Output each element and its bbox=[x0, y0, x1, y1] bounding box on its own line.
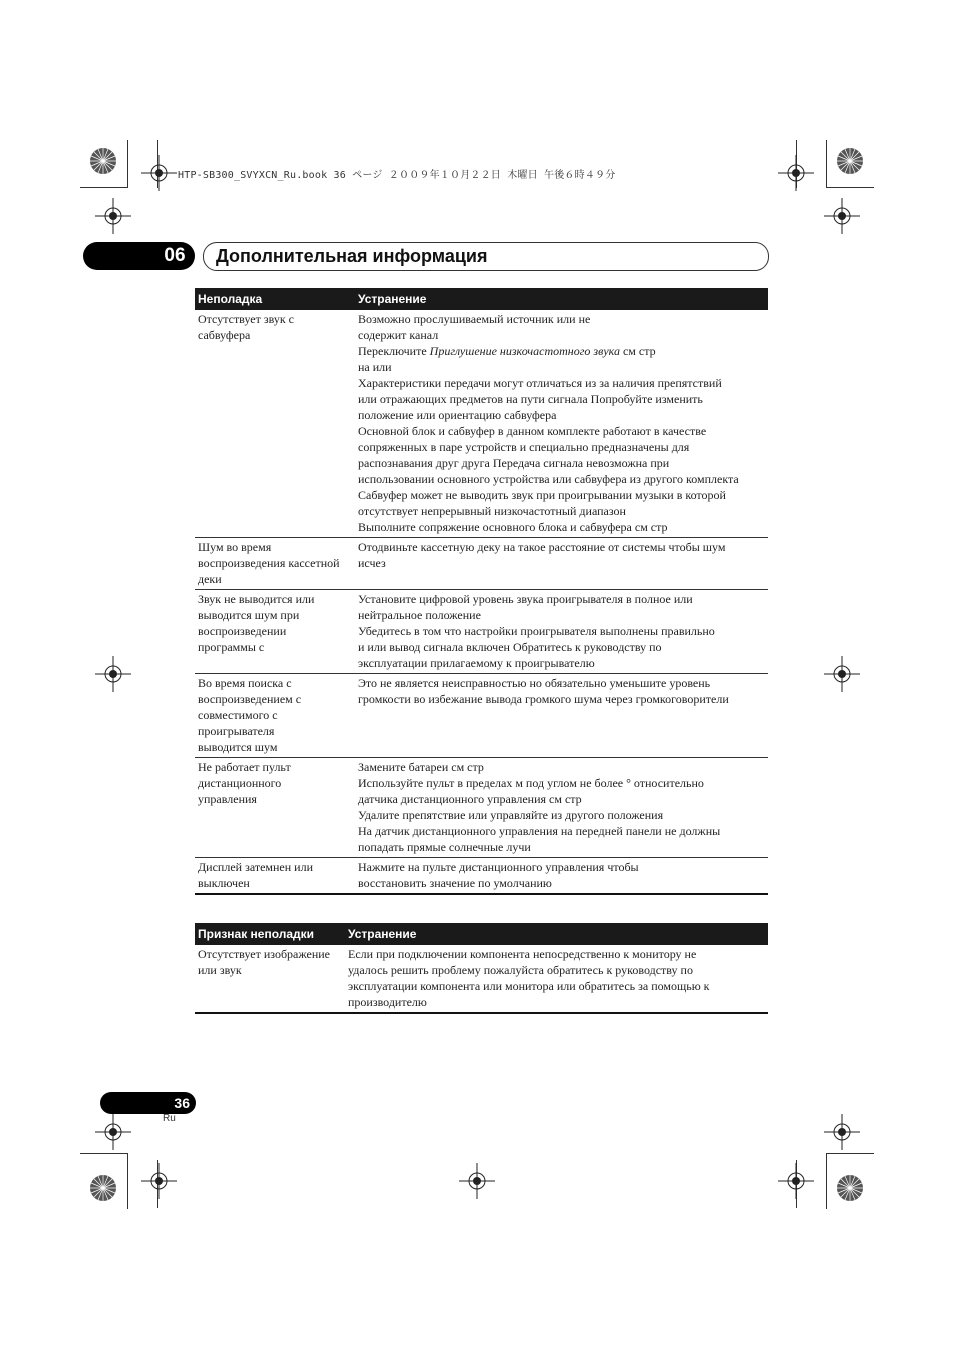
solution-line: и или вывод сигнала включен Обратитесь к руководству по bbox=[358, 640, 662, 654]
crop-mark bbox=[80, 187, 128, 188]
solution-line: Установите цифровой уровень звука проигрывателя в полное или bbox=[358, 592, 693, 606]
solution-line: эксплуатации компонента или монитора или обратитесь за помощью к bbox=[348, 979, 710, 993]
problem-line: Отсутствует изображение bbox=[198, 947, 331, 961]
chapter-number: 06 bbox=[164, 245, 186, 266]
solution-cell bbox=[355, 858, 768, 895]
problem-line: Шум во время bbox=[198, 540, 272, 554]
crop-mark bbox=[127, 1153, 128, 1209]
crosshair-icon bbox=[95, 1114, 131, 1150]
column-header-solution: Устранение bbox=[345, 923, 768, 945]
solution-cell bbox=[355, 590, 768, 674]
problem-line: Звук не выводится или bbox=[198, 592, 315, 606]
solution-line: Удалите препятствие или управляйте из другого положения bbox=[358, 808, 664, 822]
crosshair-icon bbox=[141, 1163, 177, 1199]
problem-line: совместимого с bbox=[198, 708, 278, 722]
solution-line: Выполните сопряжение основного блока и сабвуфера см стр bbox=[358, 520, 668, 534]
solution-line: эксплуатации прилагаемому к проигрывателю bbox=[358, 656, 595, 670]
crop-mark bbox=[80, 1153, 128, 1154]
solution-line: Убедитесь в том что настройки проигрывателя выполнены правильно bbox=[358, 624, 715, 638]
solution-line: исчез bbox=[358, 556, 386, 570]
column-header-problem: Неполадка bbox=[195, 288, 355, 310]
problem-cell bbox=[195, 538, 355, 590]
chapter-title: Дополнительная информация bbox=[216, 246, 488, 266]
crop-mark bbox=[826, 187, 874, 188]
problem-line: деки bbox=[198, 572, 222, 586]
registration-wheel-icon bbox=[89, 147, 117, 175]
solution-line: Основной блок и сабвуфер в данном комплекте работают в качестве bbox=[358, 424, 707, 438]
solution-line: датчика дистанционного управления см стр bbox=[358, 792, 582, 806]
solution-line: Отодвиньте кассетную деку на такое расстояние от системы чтобы шум bbox=[358, 540, 726, 554]
registration-wheel-icon bbox=[89, 1174, 117, 1202]
table-row bbox=[195, 858, 768, 895]
problem-line: Не работает пульт bbox=[198, 760, 291, 774]
table-row bbox=[195, 945, 768, 1013]
problem-line: Во время поиска с bbox=[198, 676, 292, 690]
problem-cell bbox=[195, 310, 355, 538]
problem-line: выводится шум bbox=[198, 740, 278, 754]
problem-line: Отсутствует звук с bbox=[198, 312, 295, 326]
problem-line: выводится шум при bbox=[198, 608, 300, 622]
table-row bbox=[195, 674, 768, 758]
registration-wheel-icon bbox=[836, 147, 864, 175]
crop-mark bbox=[826, 1153, 827, 1209]
solution-line: Замените батареи см стр bbox=[358, 760, 484, 774]
solution-line: громкости во избежание вывода громкого шума через громкоговорители bbox=[358, 692, 729, 706]
solution-line: производителю bbox=[348, 995, 427, 1009]
problem-line: воспроизведении bbox=[198, 624, 287, 638]
crop-mark bbox=[826, 140, 827, 188]
column-header-solution: Устранение bbox=[355, 288, 768, 310]
crop-mark bbox=[127, 140, 128, 188]
solution-line: Возможно прослушиваемый источник или не bbox=[358, 312, 591, 326]
solution-line: Используйте пульт в пределах м под углом не более ° относительно bbox=[358, 776, 704, 790]
column-header-problem: Признак неполадки bbox=[195, 923, 345, 945]
solution-line: отсутствует непрерывный низкочастотный диапазон bbox=[358, 504, 626, 518]
crosshair-icon bbox=[824, 656, 860, 692]
problem-line: сабвуфера bbox=[198, 328, 251, 342]
problem-cell bbox=[195, 945, 345, 1013]
crosshair-icon bbox=[141, 155, 177, 191]
crosshair-icon bbox=[824, 1114, 860, 1150]
crosshair-icon bbox=[459, 1163, 495, 1199]
registration-wheel-icon bbox=[836, 1174, 864, 1202]
problem-cell bbox=[195, 674, 355, 758]
solution-line: Характеристики передачи могут отличаться из за наличия препятствий bbox=[358, 376, 722, 390]
crop-mark bbox=[826, 1153, 874, 1154]
solution-cell bbox=[355, 538, 768, 590]
table-row bbox=[195, 538, 768, 590]
problem-line: программы с bbox=[198, 640, 265, 654]
problem-cell bbox=[195, 858, 355, 895]
page-number: 36 bbox=[174, 1095, 190, 1111]
page-language: Ru bbox=[163, 1113, 176, 1124]
solution-line: использовании основного устройства или сабвуфера из другого комплекта bbox=[358, 472, 739, 486]
solution-line: удалось решить проблему пожалуйста обратитесь к руководству по bbox=[348, 963, 693, 977]
problem-cell bbox=[195, 590, 355, 674]
solution-line: Переключите Приглушение низкочастотного звука см стр bbox=[358, 344, 656, 358]
solution-line: содержит канал bbox=[358, 328, 439, 342]
solution-line: положение или ориентацию сабвуфера bbox=[358, 408, 557, 422]
problem-line: или звук bbox=[198, 963, 242, 977]
solution-cell bbox=[355, 310, 768, 538]
crosshair-icon bbox=[95, 656, 131, 692]
solution-cell bbox=[345, 945, 768, 1013]
problem-line: воспроизведением с bbox=[198, 692, 302, 706]
solution-cell bbox=[355, 758, 768, 858]
solution-line: попадать прямые солнечные лучи bbox=[358, 840, 531, 854]
problem-cell bbox=[195, 758, 355, 858]
solution-line: распознавания друг друга Передача сигнала невозможна при bbox=[358, 456, 670, 470]
solution-line: Нажмите на пульте дистанционного управления чтобы bbox=[358, 860, 639, 874]
troubleshooting-table-hdmi bbox=[195, 923, 768, 1014]
solution-line: восстановить значение по умолчанию bbox=[358, 876, 552, 890]
solution-line: На датчик дистанционного управления на передней панели не должны bbox=[358, 824, 721, 838]
crosshair-icon bbox=[824, 198, 860, 234]
solution-line: или отражающих предметов на пути сигнала Попробуйте изменить bbox=[358, 392, 703, 406]
table-row bbox=[195, 590, 768, 674]
solution-line: сопряженных в паре устройств и специально предназначены для bbox=[358, 440, 690, 454]
problem-line: управления bbox=[198, 792, 257, 806]
problem-line: Дисплей затемнен или bbox=[198, 860, 314, 874]
table-row bbox=[195, 758, 768, 858]
problem-line: дистанционного bbox=[198, 776, 282, 790]
problem-line: проигрывателя bbox=[198, 724, 275, 738]
problem-line: воспроизведения кассетной bbox=[198, 556, 340, 570]
solution-line: Сабвуфер может не выводить звук при проигрывании музыки в которой bbox=[358, 488, 726, 502]
book-meta: HTP-SB300_SVYXCN_Ru.book 36 ページ ２００９年１０月２２日 木曜日 午後６時４９分 bbox=[178, 170, 616, 181]
crosshair-icon bbox=[95, 198, 131, 234]
crosshair-icon bbox=[778, 155, 814, 191]
table-row bbox=[195, 310, 768, 538]
crosshair-icon bbox=[778, 1163, 814, 1199]
solution-line: Если при подключении компонента непосредственно к монитору не bbox=[348, 947, 697, 961]
problem-line: выключен bbox=[198, 876, 250, 890]
solution-line: нейтральное положение bbox=[358, 608, 481, 622]
solution-line: Это не является неисправностью но обязательно уменьшите уровень bbox=[358, 676, 711, 690]
solution-line: на или bbox=[358, 360, 392, 374]
solution-cell bbox=[355, 674, 768, 758]
troubleshooting-table bbox=[195, 288, 768, 895]
